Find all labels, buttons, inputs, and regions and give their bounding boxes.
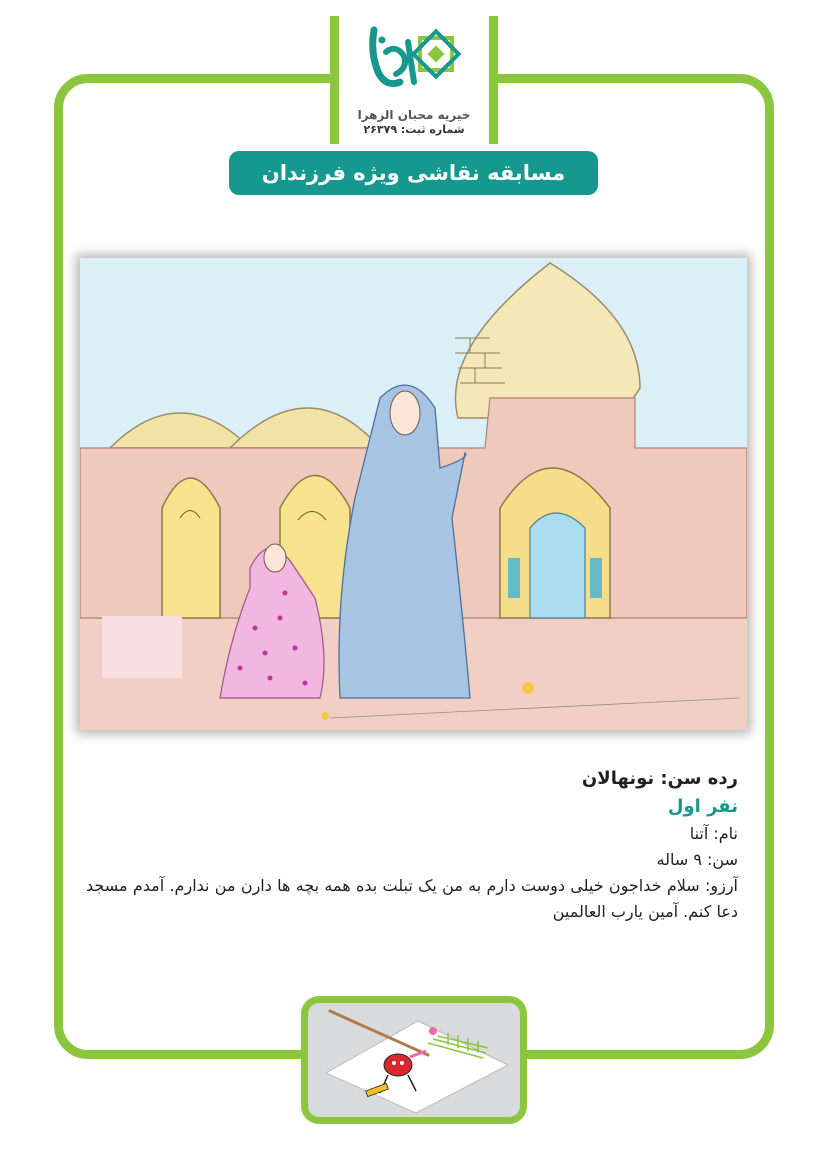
drawing-paper-icon — [308, 1003, 520, 1117]
age-group-label: رده سن: نونهالان — [581, 768, 738, 789]
participant-name: نام: آتنا — [689, 824, 738, 843]
drawing-mosque-scene — [80, 258, 747, 730]
bottom-illustration-tab — [301, 996, 527, 1124]
logo-org-name: خیریه محبان الزهرا — [357, 108, 471, 122]
logo — [356, 22, 472, 142]
participant-wish: آرزو: سلام خداجون خیلی دوست دارم به من یک تبلت بده همه بچه ها دارن من ندارم. آمدم مسجد دعا کنم. آمین یارب العالمین — [86, 876, 738, 921]
participant-age: سن: ۹ ساله — [656, 850, 738, 869]
logo-registration: شماره ثبت: ۲۶۳۷۹ — [363, 123, 465, 136]
rank-label: نفر اول — [667, 796, 738, 817]
entry-details — [86, 765, 738, 925]
page-title: مسابقه نقاشی ویژه فرزندان مددجویان — [229, 151, 598, 195]
child-drawing — [80, 258, 747, 730]
logo-mark-icon — [356, 22, 472, 102]
